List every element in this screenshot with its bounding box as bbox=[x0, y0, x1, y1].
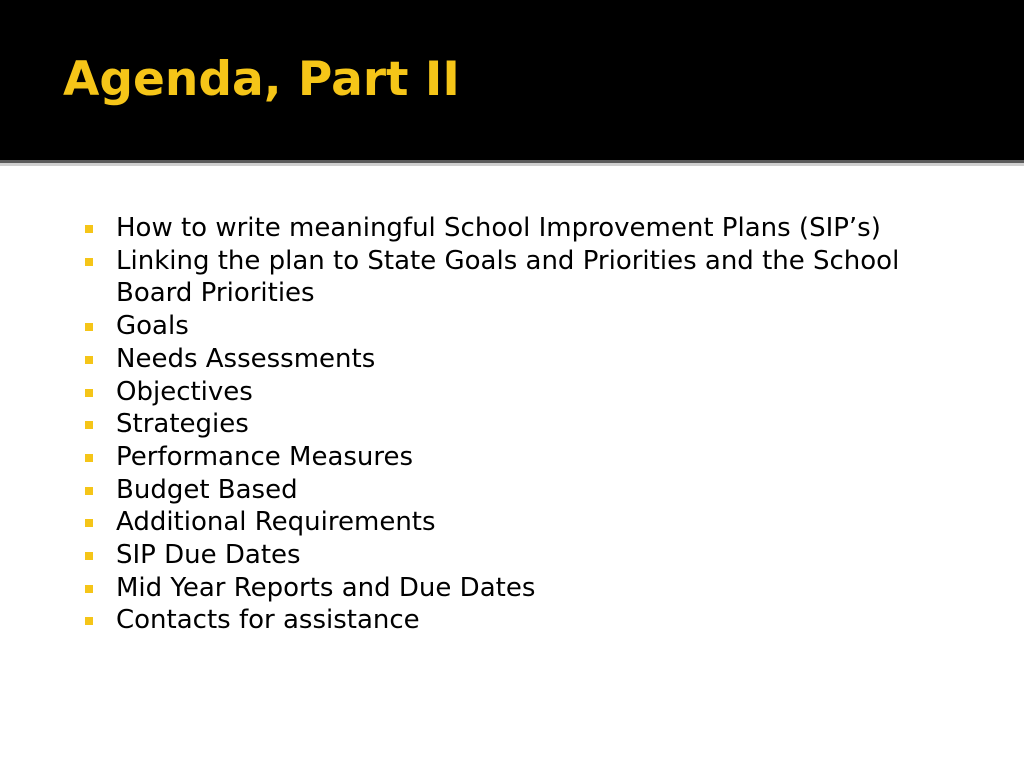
agenda-item-text: Goals bbox=[116, 311, 189, 342]
square-bullet-icon bbox=[85, 258, 93, 266]
agenda-item-text: Linking the plan to State Goals and Priorities and the School bbox=[116, 245, 900, 276]
agenda-item-linking-continued bbox=[80, 277, 980, 310]
agenda-item-text: Board Priorities bbox=[116, 278, 315, 309]
agenda-item-contacts bbox=[80, 604, 980, 637]
agenda-item-linking bbox=[80, 245, 980, 278]
square-bullet-icon bbox=[85, 617, 93, 625]
square-bullet-icon bbox=[85, 519, 93, 527]
agenda-item-additional-requirements bbox=[80, 506, 980, 539]
agenda-item-text: Budget Based bbox=[116, 474, 298, 505]
agenda-item-text: Needs Assessments bbox=[116, 343, 376, 374]
agenda-item-text: Objectives bbox=[116, 376, 253, 407]
agenda-item-sip-due-dates bbox=[80, 539, 980, 572]
agenda-item-text: Contacts for assistance bbox=[116, 605, 420, 636]
agenda-item-sip bbox=[80, 212, 980, 245]
square-bullet-icon bbox=[85, 356, 93, 364]
square-bullet-icon bbox=[85, 323, 93, 331]
agenda-item-strategies bbox=[80, 408, 980, 441]
square-bullet-icon bbox=[85, 225, 93, 233]
agenda-item-mid-year-reports bbox=[80, 572, 980, 605]
square-bullet-icon bbox=[85, 421, 93, 429]
agenda-item-budget-based bbox=[80, 474, 980, 507]
agenda-item-needs-assessments bbox=[80, 343, 980, 376]
agenda-item-text: Mid Year Reports and Due Dates bbox=[116, 572, 536, 603]
square-bullet-icon bbox=[85, 454, 93, 462]
square-bullet-icon bbox=[85, 389, 93, 397]
agenda-item-objectives bbox=[80, 376, 980, 409]
agenda-item-text: Strategies bbox=[116, 409, 249, 440]
agenda-item-text: SIP Due Dates bbox=[116, 540, 301, 571]
title-divider-light bbox=[0, 163, 1024, 166]
square-bullet-icon bbox=[85, 585, 93, 593]
agenda-item-performance-measures bbox=[80, 441, 980, 474]
title-band bbox=[0, 0, 1024, 160]
agenda-item-text: Performance Measures bbox=[116, 441, 414, 472]
square-bullet-icon bbox=[85, 552, 93, 560]
agenda-item-text: Additional Requirements bbox=[116, 507, 436, 538]
agenda-item-goals bbox=[80, 310, 980, 343]
agenda-list bbox=[80, 212, 980, 637]
agenda-item-text: How to write meaningful School Improvement Plans (SIP’s) bbox=[116, 213, 881, 243]
square-bullet-icon bbox=[85, 487, 93, 495]
slide-title: Agenda, Part II bbox=[63, 52, 460, 107]
